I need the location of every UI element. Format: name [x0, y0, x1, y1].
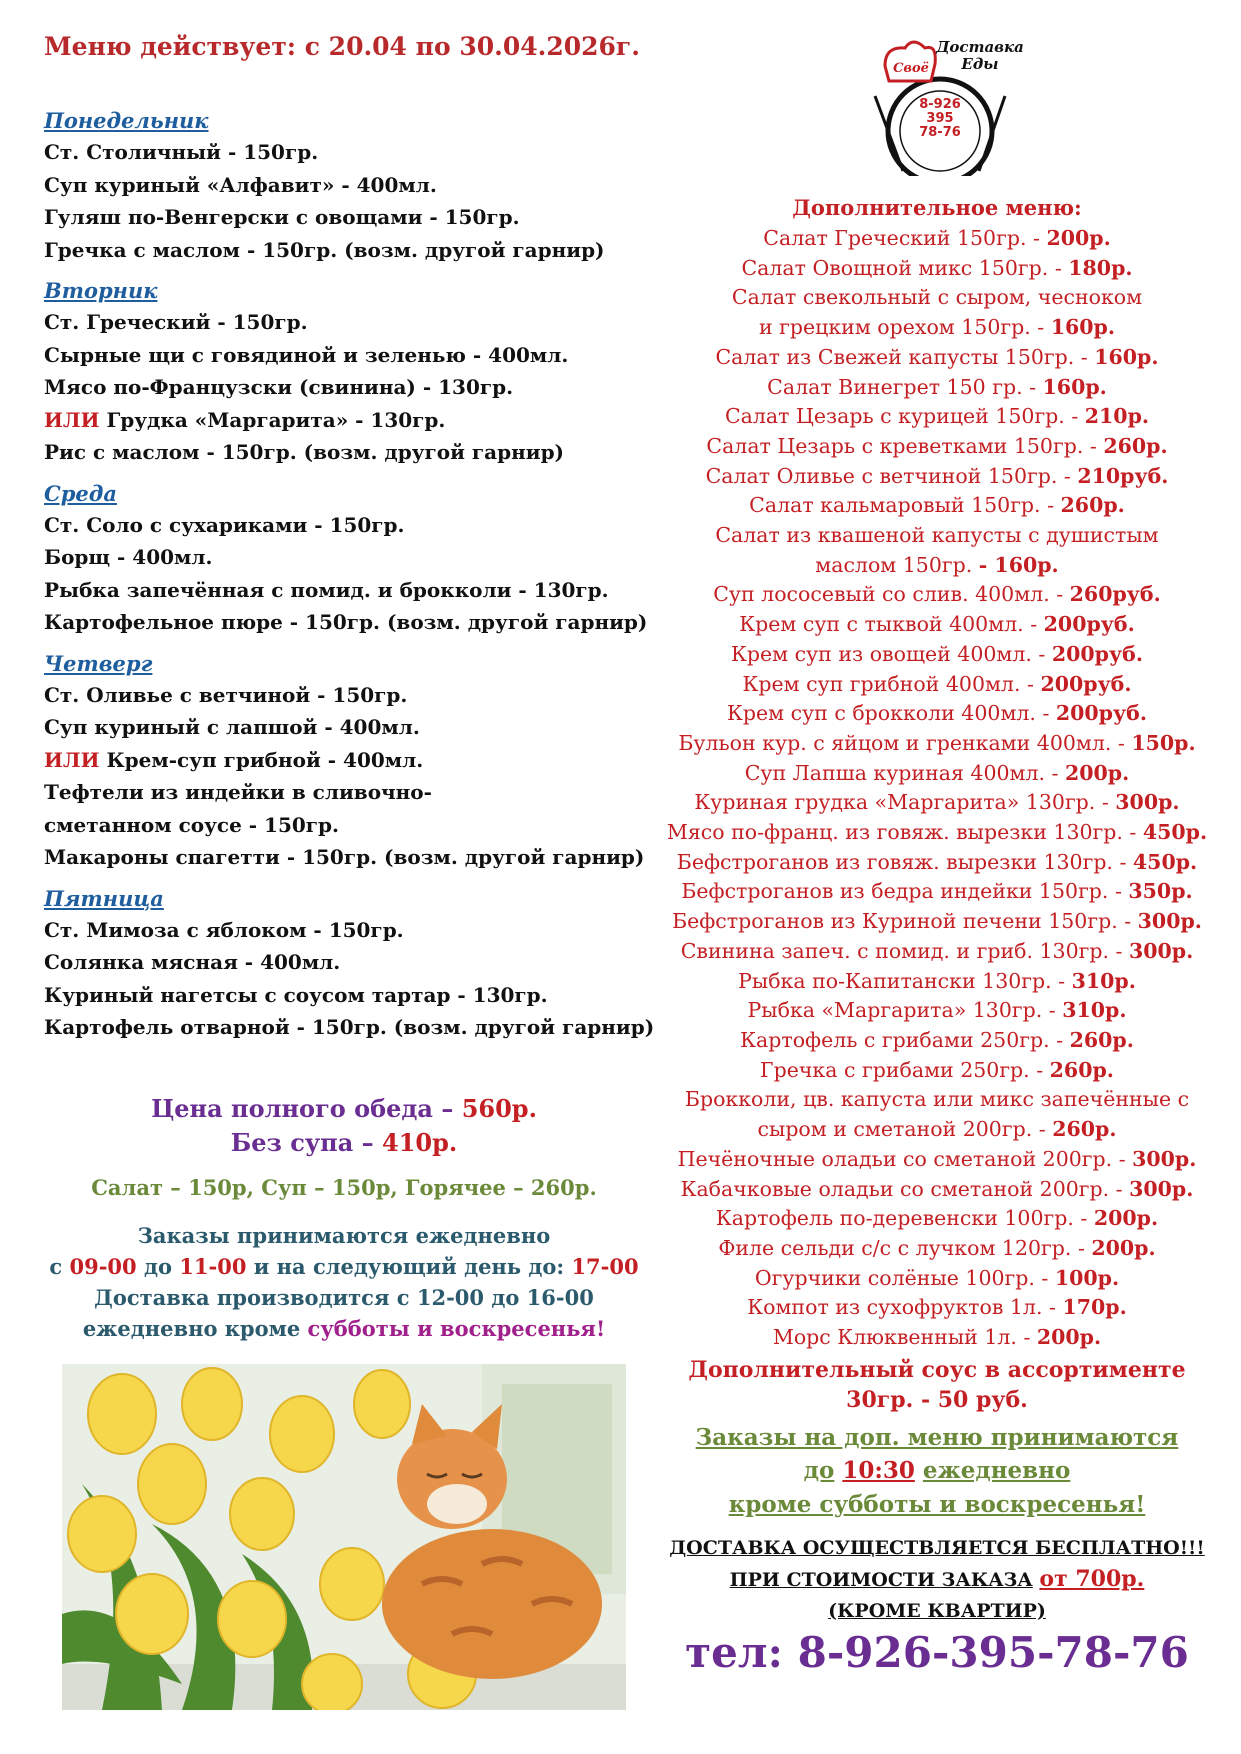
dish-item: Солянка мясная - 400мл. [44, 950, 341, 974]
additional-menu-item: Куриная грудка «Маргарита» 130гр. - 300р. [694, 790, 1180, 815]
additional-menu-item: Суп Лапша куриная 400мл. - 200р. [744, 760, 1130, 785]
dish-item: сметанном соусе - 150гр. [44, 812, 339, 837]
logo-phone-3: 78-76 [919, 125, 961, 140]
additional-menu-item: Салат Греческий 150гр. - 200р. [763, 226, 1111, 250]
additional-menu-item: Мясо по-франц. из говяж. вырезки 130гр. - 450р. [666, 820, 1208, 845]
additional-menu-item: Гречка с грибами 250гр. - 260р. [760, 1057, 1114, 1082]
additional-menu-item: Картофель по-деревенски 100гр. - 200р. [715, 1206, 1159, 1231]
dish-item: Гречка с маслом - 150гр. (возм. другой гарнир) [44, 237, 605, 262]
additional-menu-item: Огурчики солёные 100гр. - 100р. [754, 1265, 1120, 1290]
additional-menu-item: Филе сельди с/с с лучком 120гр. - 200р. [718, 1235, 1156, 1260]
dish-item: Рыбка запечённая с помид. и брокколи - 130гр. [44, 577, 609, 602]
additional-menu-item: маслом 150гр. - 160р. [815, 552, 1059, 577]
additional-menu-item: Брокколи, цв. капуста или микс запечённые с [684, 1087, 1190, 1112]
dish-item: Борщ - 400мл. [44, 545, 213, 569]
additional-menu-item: Салат Винегрет 150 гр. - 160р. [767, 374, 1107, 399]
additional-menu-item: Бефстроганов из говяж. вырезки 130гр. - 450р. [676, 849, 1198, 874]
additional-menu-item: Салат Цезарь с курицей 150гр. - 210р. [724, 404, 1150, 429]
additional-menu-item: Компот из сухофруктов 1л. - 170р. [747, 1295, 1127, 1320]
dish-item: Суп куриный «Алфавит» - 400мл. [44, 172, 437, 197]
dish-item: Тефтели из индейки в сливочно- [44, 780, 432, 804]
dish-item: Мясо по-Французски (свинина) - 130гр. [44, 375, 514, 399]
additional-menu-item: Морс Клюквенный 1л. - 200р. [772, 1325, 1102, 1350]
full-lunch-price: Цена полного обеда – 560р. Без супа – 410р. [151, 1094, 537, 1157]
additional-menu-item: Крем суп с тыквой 400мл. - 200руб. [739, 612, 1135, 637]
dish-item: ИЛИ Крем-суп грибной - 400мл. [44, 747, 424, 772]
additional-menu-item: Суп лососевый со слив. 400мл. - 260руб. [713, 582, 1161, 607]
dish-item: Макароны спагетти - 150гр. (возм. другой гарнир) [44, 845, 645, 869]
phone-number[interactable]: тел: 8-926-395-78-76 [685, 1628, 1189, 1677]
dish-item: Ст. Оливье с ветчиной - 150гр. [44, 682, 408, 707]
dish-item: Сырные щи с говядиной и зеленью - 400мл. [44, 342, 569, 367]
additional-menu-item: Бефстроганов из бедра индейки 150гр. - 350р. [681, 879, 1193, 904]
menu-validity-header: Меню действует: с 20.04 по 30.04.2026г. [44, 32, 640, 61]
additional-menu-item: Бефстроганов из Куриной печени 150гр. - 300р. [672, 909, 1202, 934]
additional-menu-item: Кабачковые оладьи со сметаной 200гр. - 300р. [680, 1176, 1194, 1201]
dish-item: Рис с маслом - 150гр. (возм. другой гарнир) [44, 440, 565, 464]
dish-item: Картофель отварной - 150гр. (возм. другой гарнир) [44, 1015, 655, 1039]
additional-menu-item: Салат Оливье с ветчиной 150гр. - 210руб. [705, 463, 1169, 488]
logo-text-1: Доставка [936, 38, 1024, 56]
weekly-menu [44, 108, 655, 1044]
additional-menu-item: Крем суп грибной 400мл. - 200руб. [742, 671, 1132, 696]
sauce-note: Дополнительный соус в ассортименте 30гр. - 50 руб. [688, 1356, 1186, 1413]
delivery-logo [855, 36, 1025, 176]
dish-item: Ст. Столичный - 150гр. [44, 140, 319, 164]
additional-menu-item: Крем суп с брокколи 400мл. - 200руб. [727, 701, 1147, 726]
additional-menu-item: Салат кальмаровый 150гр. - 260р. [749, 493, 1125, 518]
dish-item: Ст. Греческий - 150гр. [44, 310, 308, 334]
dish-item: ИЛИ Грудка «Маргарита» - 130гр. [44, 407, 446, 432]
additional-menu-item: Печёночные оладьи со сметаной 200гр. - 300р. [677, 1146, 1197, 1171]
day-heading: Пятница [44, 885, 164, 911]
free-delivery-notice: ДОСТАВКА ОСУЩЕСТВЛЯЕТСЯ БЕСПЛАТНО!!! ПРИ СТОИМОСТИ ЗАКАЗА от 700р. (КРОМЕ КВАРТИР) [669, 1537, 1205, 1623]
additional-menu-item: Бульон кур. с яйцом и гренками 400мл. - 150р. [678, 730, 1196, 755]
dish-item: Суп куриный с лапшой - 400мл. [44, 715, 420, 739]
additional-menu-title: Дополнительное меню: [792, 195, 1082, 220]
dish-item: Ст. Мимоза с яблоком - 150гр. [44, 917, 404, 942]
additional-menu-item: Салат Цезарь с креветками 150гр. - 260р. [706, 433, 1168, 458]
dish-item: Куриный нагетсы с соусом тартар - 130гр. [44, 982, 548, 1007]
additional-menu-item: Салат свекольный с сыром, чесноком [731, 285, 1143, 310]
day-heading: Вторник [44, 278, 158, 303]
dish-item: Гуляш по-Венгерски с овощами - 150гр. [44, 205, 520, 229]
plate-logo-icon [855, 36, 1025, 176]
additional-menu-item: Салат Овощной микс 150гр. - 180р. [741, 255, 1133, 280]
additional-menu-item: Салат из квашеной капусты с душистым [715, 523, 1159, 548]
separate-prices: Салат – 150р, Суп – 150р, Горячее – 260р. [91, 1175, 597, 1200]
logo-text-2: Еды [961, 55, 999, 73]
order-hours: Заказы принимаются ежедневно с 09-00 до 11-00 и на следующий день до: 17-00 Доставка производится с 12-00 до 16-00 ежедневно кроме субботы и воскресенья! [49, 1223, 639, 1341]
day-heading: Среда [44, 480, 117, 506]
logo-phone-2: 395 [926, 111, 954, 126]
logo-phone-1: 8-926 [919, 97, 961, 112]
additional-menu-item: Крем суп из овощей 400мл. - 200руб. [731, 641, 1143, 666]
additional-menu-item: Картофель с грибами 250гр. - 260р. [740, 1027, 1134, 1052]
additional-menu-item: Салат из Свежей капусты 150гр. - 160р. [715, 344, 1159, 369]
tulips-cat-illustration [62, 1364, 626, 1710]
day-heading: Понедельник [44, 108, 209, 133]
logo-brand: Своё [893, 61, 929, 76]
day-heading: Четверг [44, 650, 153, 676]
additional-menu-item: и грецким орехом 150гр. - 160р. [759, 315, 1115, 340]
additional-menu-item: сыром и сметаной 200гр. - 260р. [757, 1117, 1117, 1142]
dish-item: Ст. Соло с сухариками - 150гр. [44, 512, 405, 537]
additional-menu-item: Свинина запеч. с помид. и гриб. 130гр. - 300р. [680, 938, 1194, 963]
additional-menu [655, 195, 1219, 1627]
additional-menu-item: Рыбка по-Капитански 130гр. - 310р. [738, 968, 1136, 993]
additional-menu-item: Рыбка «Маргарита» 130гр. - 310р. [747, 998, 1127, 1023]
additional-order-notice: Заказы на доп. меню принимаются до 10:30 ежедневно кроме субботы и воскресенья! [695, 1423, 1179, 1518]
dish-item: Картофельное пюре - 150гр. (возм. другой гарнир) [44, 610, 648, 634]
